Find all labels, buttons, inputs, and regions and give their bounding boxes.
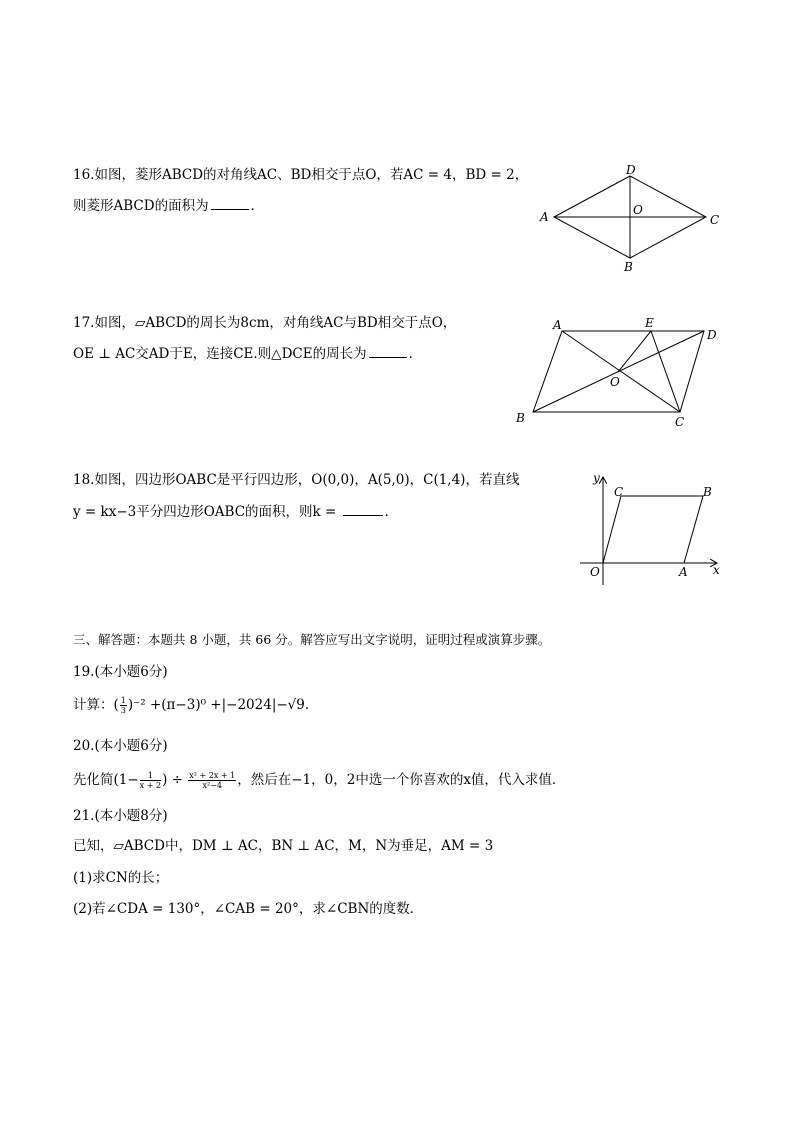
q19-frac-num: 1 (120, 696, 126, 705)
q20-fraction-1 (140, 771, 161, 790)
label-e: E (645, 316, 654, 330)
q21-part2: (2)若∠CDA = 130°，∠CAB = 20°，求∠CBN的度数． (73, 901, 424, 917)
diagonal-ac (562, 331, 680, 412)
label-b: B (624, 260, 633, 274)
q16-line2-text: 则菱形ABCD的面积为 (73, 198, 209, 214)
segment-oe (618, 331, 651, 372)
q20-prefix: 先化简(1− (73, 772, 139, 788)
q19-head: 19.(本小题6分) (73, 664, 168, 680)
q18-answer-blank (343, 503, 383, 516)
q21-line1: 已知，▱ABCD中，DM ⊥ AC，BN ⊥ AC，M，N为垂足，AM = 3 (73, 838, 494, 854)
q18-line2-text: y = kx−3平分四边形OABC的面积，则k = (73, 504, 341, 520)
label-d: D (626, 163, 636, 177)
q21-head: 21.(本小题8分) (73, 808, 168, 824)
label-o: O (633, 203, 643, 217)
q18-line2-end: ． (384, 504, 399, 520)
q20-mid: ) ÷ (162, 772, 188, 788)
q20-rest: ，然后在−1，0，2中选一个你喜欢的x值，代入求值． (237, 772, 566, 788)
label-a: A (553, 318, 562, 332)
label-d: D (707, 328, 717, 342)
label-b: B (703, 485, 712, 499)
q20-expression (73, 771, 565, 790)
label-c: C (710, 213, 720, 227)
label-a: A (679, 565, 688, 579)
label-y: y (593, 471, 600, 485)
q20-f1-den: x + 2 (139, 781, 162, 790)
parallelogram-oabc (603, 496, 703, 563)
q20-fraction-2 (188, 771, 236, 790)
q18-line1: 18.如图，四边形OABC是平行四边形，O(0,0)，A(5,0)，C(1,4)，若直线 (73, 472, 520, 488)
label-c: C (675, 415, 685, 429)
q20-head: 20.(本小题6分) (73, 738, 168, 754)
q17-line2-end: ． (408, 346, 423, 362)
q17-answer-blank (369, 345, 407, 358)
q17-parallelogram-figure (505, 312, 735, 432)
q20-f2-den: x²−4 (202, 781, 222, 790)
q18-line2 (73, 503, 398, 521)
q16-line1: 16.如图，菱形ABCD的对角线AC、BD相交于点O，若AC = 4，BD = 2， (73, 167, 529, 183)
q18-coordinate-figure (575, 468, 730, 588)
segment-ce (651, 331, 680, 412)
q17-line2-text: OE ⊥ AC交AD于E，连接CE.则△DCE的周长为 (73, 346, 367, 362)
q20-f1-num: 1 (140, 771, 161, 781)
q19-expression (73, 696, 318, 715)
label-x: x (713, 563, 720, 577)
q16-rhombus-figure (530, 158, 730, 278)
q16-answer-blank (211, 197, 249, 210)
label-o: O (610, 375, 620, 389)
q19-frac-den: 3 (120, 706, 126, 715)
q21-part1: (1)求CN的长； (73, 870, 169, 886)
q16-line2 (73, 197, 264, 215)
label-b: B (516, 411, 525, 425)
label-a: A (540, 210, 549, 224)
q19-prefix: 计算：( (73, 697, 119, 713)
q19-fraction (120, 696, 127, 715)
q16-line2-end: ． (250, 198, 265, 214)
q17-line2 (73, 345, 422, 363)
label-c: C (614, 485, 624, 499)
q20-f2-num: x² + 2x + 1 (189, 771, 236, 780)
q17-line1: 17.如图，▱ABCD的周长为8cm，对角线AC与BD相交于点O， (73, 315, 457, 331)
q19-rest: )⁻² +(π−3)⁰ +|−2024|−√9． (127, 697, 319, 713)
label-o: O (590, 565, 600, 579)
section-3-heading: 三、解答题：本题共 8 小题，共 66 分。解答应写出文字说明，证明过程或演算步骤。 (73, 632, 551, 647)
